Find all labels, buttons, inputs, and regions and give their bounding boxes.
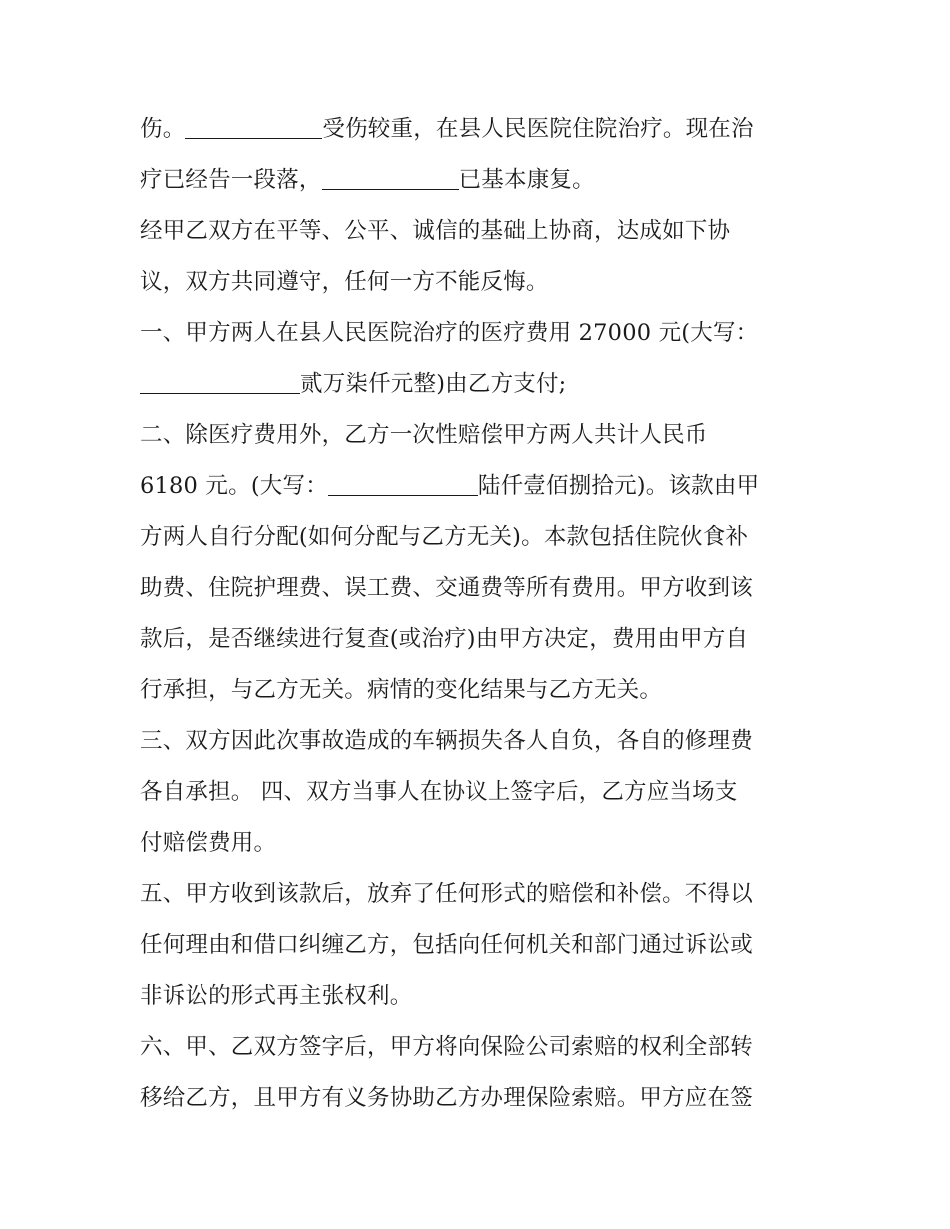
text-line-2	[140, 155, 820, 206]
document-page	[140, 104, 820, 1124]
clause-2-line-3: 方两人自行分配(如何分配与乙方无关)。本款包括住院伙食补	[140, 524, 749, 550]
text-line-1	[140, 104, 820, 155]
fill-in-blank	[322, 167, 459, 190]
text-line-4: 议，双方共同遵守，任何一方不能反悔。	[140, 269, 549, 295]
clause-1-line-1: 一、甲方两人在县人民医院治疗的医疗费用 27000 元(大写：	[140, 320, 759, 346]
clause-2-line-2	[140, 461, 820, 512]
text-segment: 受伤较重，在县人民医院住院治疗。现在治	[322, 116, 754, 142]
clause-2-line-6: 行承担，与乙方无关。病情的变化结果与乙方无关。	[140, 677, 663, 703]
clause-6-line-1: 六、甲、乙双方签字后，甲方将向保险公司索赔的权利全部转	[140, 1034, 753, 1060]
text-line-3: 经甲乙双方在平等、公平、诚信的基础上协商，达成如下协	[140, 218, 731, 244]
text-segment: 疗已经告一段落，	[140, 167, 322, 193]
clause-2-line-5: 款后，是否继续进行复查(或治疗)由甲方决定，费用由甲方自	[140, 626, 749, 652]
clause-2-line-1: 二、除医疗费用外，乙方一次性赔偿甲方两人共计人民币	[140, 422, 708, 448]
text-segment: 伤。	[140, 116, 186, 142]
fill-in-blank	[328, 473, 478, 496]
text-segment: 贰万柒仟元整)由乙方支付;	[300, 371, 567, 397]
clause-3-line-1: 三、双方因此次事故造成的车辆损失各人自负，各自的修理费	[140, 728, 753, 754]
clause-2-line-4: 助费、住院护理费、误工费、交通费等所有费用。甲方收到该	[140, 575, 753, 601]
clause-1-line-2	[140, 359, 820, 410]
clause-5-line-1: 五、甲方收到该款后，放弃了任何形式的赔偿和补偿。不得以	[140, 881, 753, 907]
text-segment: 已基本康复。	[458, 167, 595, 193]
clause-4-line-3: 付赔偿费用。	[140, 830, 277, 856]
clause-5-line-3: 非诉讼的形式再主张权利。	[140, 983, 413, 1009]
clause-6-line-2: 移给乙方，且甲方有义务协助乙方办理保险索赔。甲方应在签	[140, 1085, 753, 1111]
fill-in-blank	[140, 371, 300, 394]
text-segment: 6180 元。(大写：	[140, 473, 328, 499]
text-segment: 陆仟壹佰捌拾元)。该款由甲	[477, 473, 760, 499]
clause-5-line-2: 任何理由和借口纠缠乙方，包括向任何机关和部门通过诉讼或	[140, 932, 753, 958]
clause-3-line-2: 各自承担。 四、双方当事人在协议上签字后，乙方应当场支	[140, 779, 738, 805]
fill-in-blank	[185, 116, 322, 139]
